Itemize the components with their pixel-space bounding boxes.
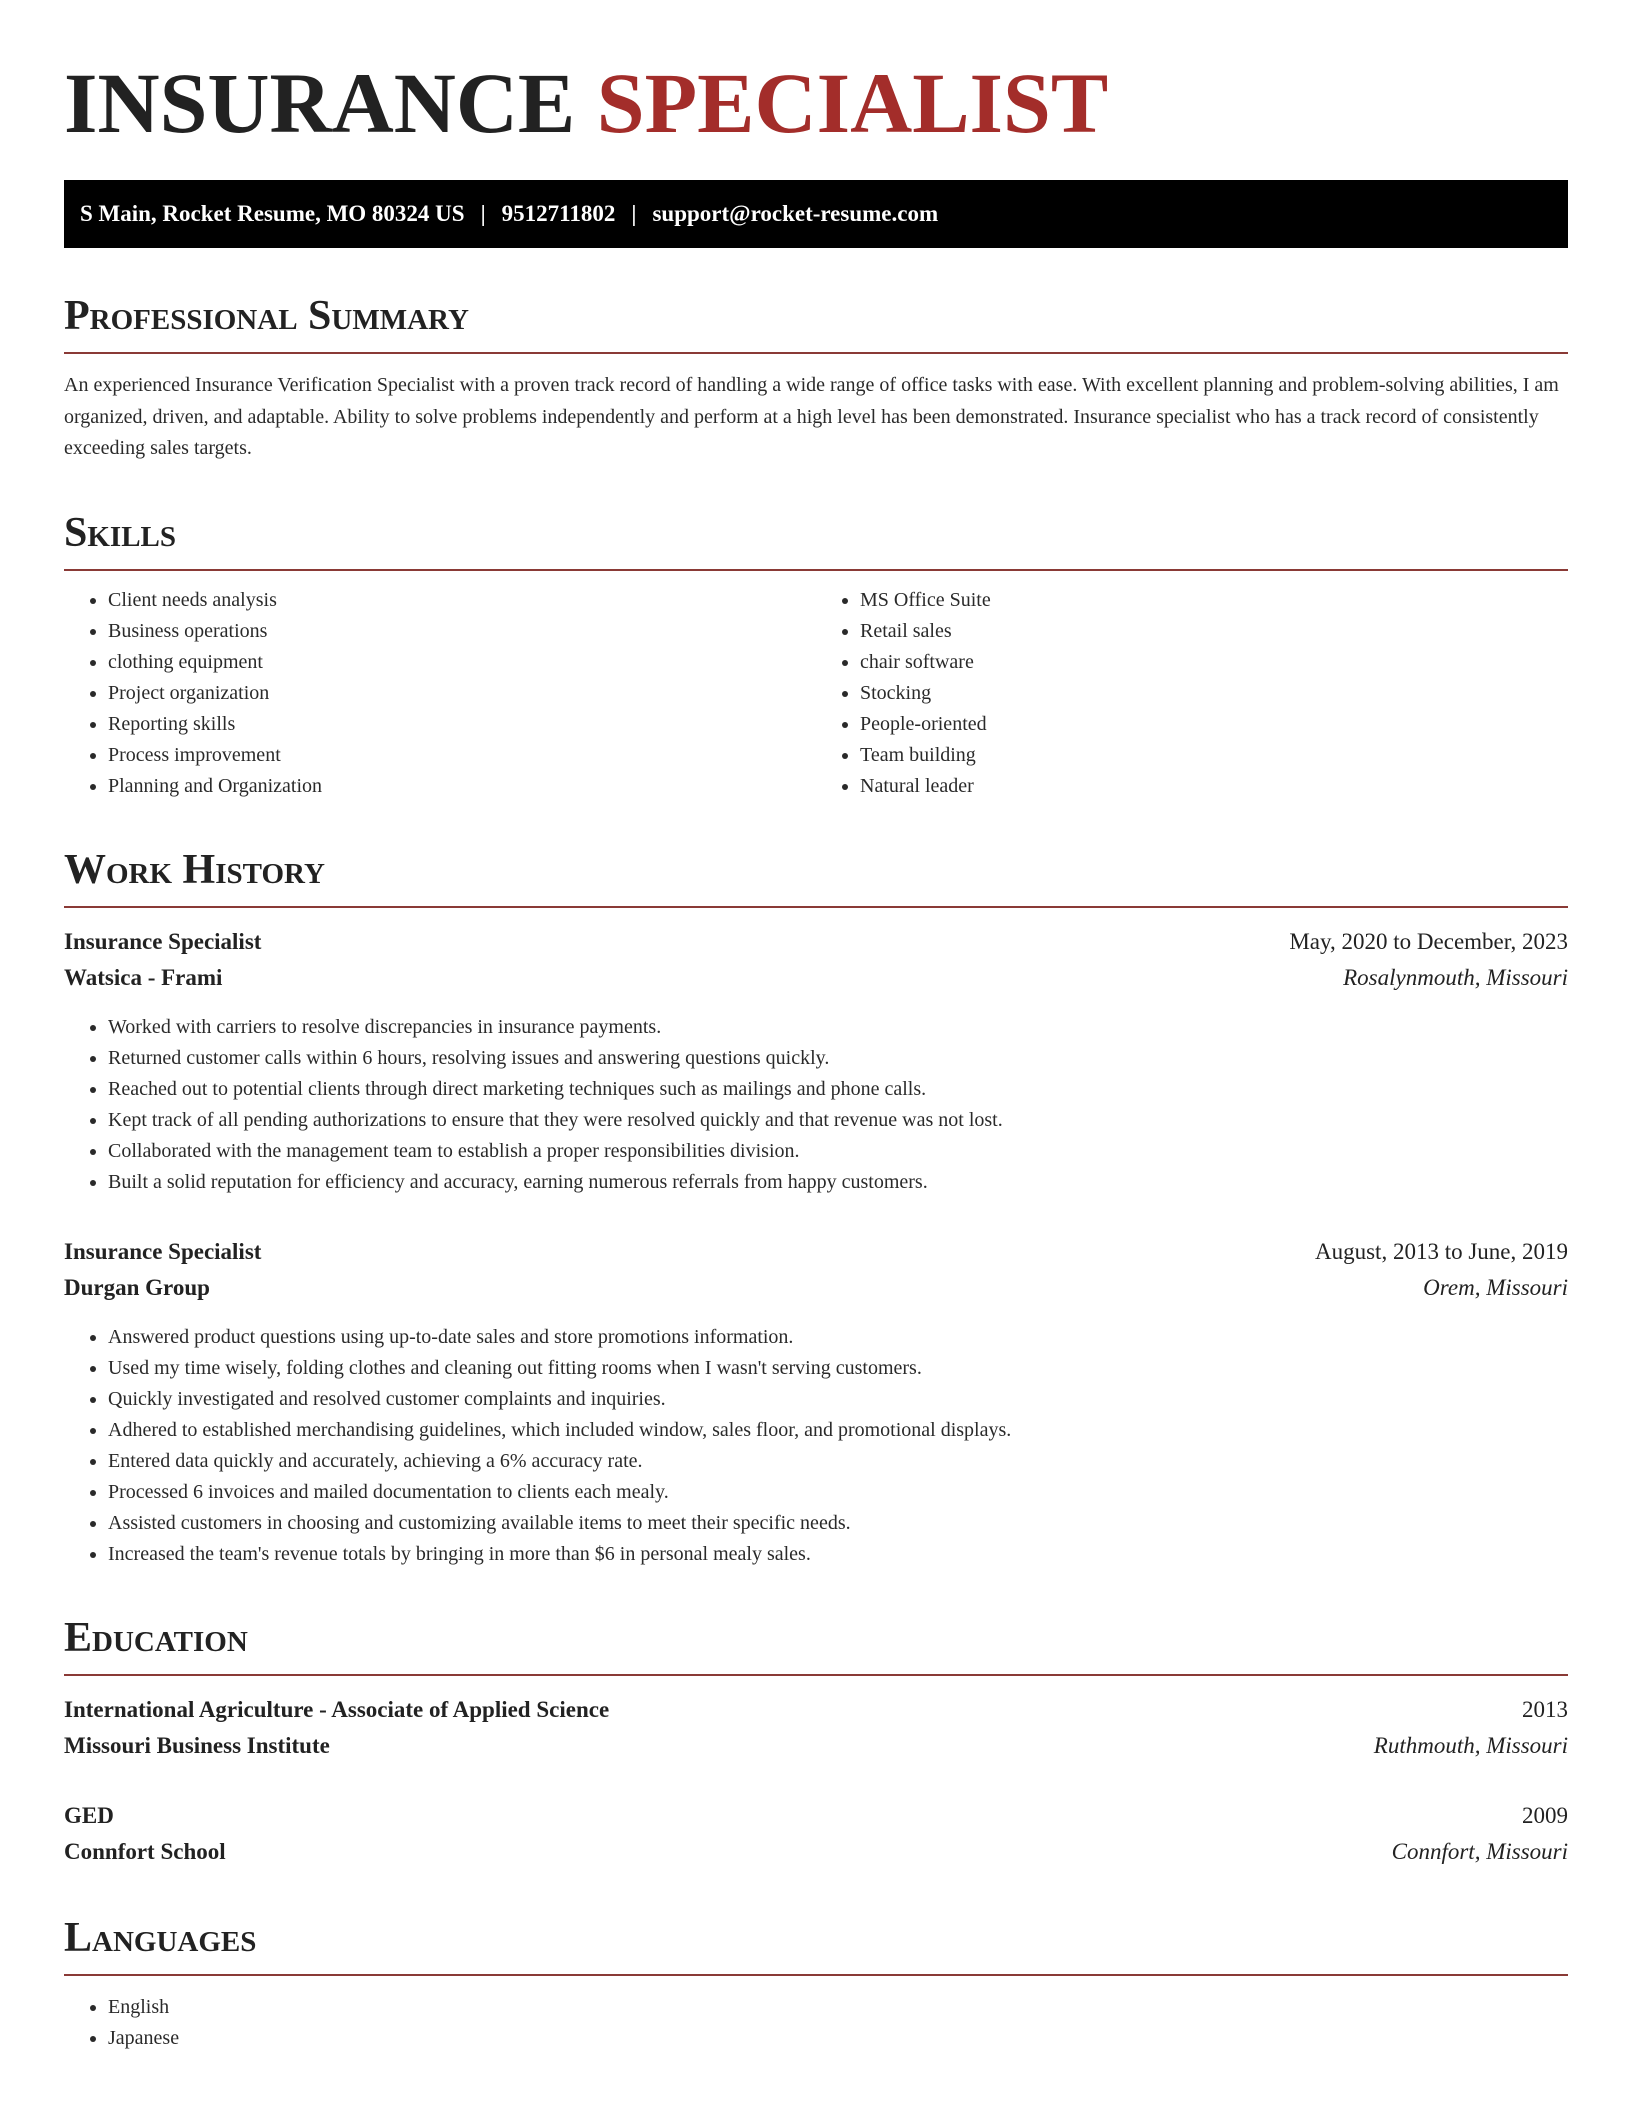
contact-separator: | bbox=[631, 201, 637, 226]
skill-item: • Stocking bbox=[860, 678, 1568, 709]
job-bullet: • Answered product questions using up-to-date sales and store promotions information. bbox=[108, 1322, 1568, 1353]
job-bullet: • Used my time wisely, folding clothes and cleaning out fitting rooms when I wasn't serving customers. bbox=[108, 1353, 1568, 1384]
education-year: 2013 bbox=[1522, 1696, 1568, 1722]
education-heading: Education bbox=[64, 1614, 1568, 1676]
skills-columns bbox=[64, 571, 1568, 802]
skill-item: • People-oriented bbox=[860, 709, 1568, 740]
job-bullet: • Entered data quickly and accurately, achieving a 6% accuracy rate. bbox=[108, 1446, 1568, 1477]
job-location: Orem, Missouri bbox=[1423, 1274, 1568, 1300]
skill-item: • chair software bbox=[860, 647, 1568, 678]
job-location: Rosalynmouth, Missouri bbox=[1343, 964, 1568, 990]
education-location: Connfort, Missouri bbox=[1391, 1838, 1568, 1864]
resume-title bbox=[64, 0, 1568, 151]
education-degree: GED bbox=[64, 1802, 114, 1828]
education-header-row bbox=[64, 1692, 1568, 1728]
contact-bar bbox=[64, 180, 1568, 248]
contact-email: support@rocket-resume.com bbox=[652, 201, 939, 226]
job-dates: August, 2013 to June, 2019 bbox=[1315, 1238, 1568, 1264]
job-bullets bbox=[64, 1322, 1568, 1570]
job-company-row bbox=[64, 1270, 1568, 1306]
skill-item: • Reporting skills bbox=[108, 709, 816, 740]
job-company-row bbox=[64, 960, 1568, 996]
languages-heading: Languages bbox=[64, 1914, 1568, 1976]
education-location: Ruthmouth, Missouri bbox=[1373, 1732, 1568, 1758]
contact-phone: 9512711802 bbox=[501, 201, 616, 226]
skill-item: • MS Office Suite bbox=[860, 585, 1568, 616]
job-title: Insurance Specialist bbox=[64, 1238, 262, 1264]
job-bullet: • Quickly investigated and resolved customer complaints and inquiries. bbox=[108, 1384, 1568, 1415]
education-school: Connfort School bbox=[64, 1838, 226, 1864]
job-bullet: • Reached out to potential clients through direct marketing techniques such as mailings and phone calls. bbox=[108, 1074, 1568, 1105]
skill-item: • Natural leader bbox=[860, 771, 1568, 802]
job-company: Watsica - Frami bbox=[64, 964, 223, 990]
education-entry bbox=[64, 1692, 1568, 1764]
job-bullet: • Worked with carriers to resolve discrepancies in insurance payments. bbox=[108, 1012, 1568, 1043]
title-accent: SPECIALIST bbox=[596, 55, 1109, 151]
job-header-row bbox=[64, 1234, 1568, 1270]
title-main: INSURANCE bbox=[64, 55, 576, 151]
job-bullet: • Adhered to established merchandising guidelines, which included window, sales floor, and promotional displays. bbox=[108, 1415, 1568, 1446]
job-bullet: • Built a solid reputation for efficiency and accuracy, earning numerous referrals from happy customers. bbox=[108, 1167, 1568, 1198]
language-item: • Japanese bbox=[108, 2023, 1568, 2054]
skill-item: • clothing equipment bbox=[108, 647, 816, 678]
skill-item: • Planning and Organization bbox=[108, 771, 816, 802]
job-bullet: • Processed 6 invoices and mailed documentation to clients each mealy. bbox=[108, 1477, 1568, 1508]
education-school-row bbox=[64, 1834, 1568, 1870]
skill-item: • Process improvement bbox=[108, 740, 816, 771]
job-bullet: • Increased the team's revenue totals by bringing in more than $6 in personal mealy sales. bbox=[108, 1539, 1568, 1570]
job-bullet: • Assisted customers in choosing and customizing available items to meet their specific needs. bbox=[108, 1508, 1568, 1539]
job-bullet: • Returned customer calls within 6 hours, resolving issues and answering questions quickly. bbox=[108, 1043, 1568, 1074]
languages-list bbox=[64, 1992, 1568, 2054]
skill-item: • Team building bbox=[860, 740, 1568, 771]
job-bullet: • Kept track of all pending authorizations to ensure that they were resolved quickly and that revenue was not lost. bbox=[108, 1105, 1568, 1136]
job-header-row bbox=[64, 924, 1568, 960]
summary-text: An experienced Insurance Verification Specialist with a proven track record of handling a wide range of office tasks with ease. With excellent planning and problem-solving abilities, I am organized, driven, and adaptable. Ability to solve problems independently and perform at a high level has been demonstrated. Insurance specialist who has a track record of consistently exceeding sales targets. bbox=[64, 374, 1559, 459]
skills-heading: Skills bbox=[64, 509, 1568, 571]
skill-item: • Retail sales bbox=[860, 616, 1568, 647]
education-header-row bbox=[64, 1798, 1568, 1834]
work-heading: Work History bbox=[64, 846, 1568, 908]
job-bullets bbox=[64, 1012, 1568, 1198]
education-school-row bbox=[64, 1728, 1568, 1764]
summary-heading: Professional Summary bbox=[64, 292, 1568, 354]
skills-list-right bbox=[816, 585, 1568, 802]
job-entry bbox=[64, 1234, 1568, 1570]
language-item: • English bbox=[108, 1992, 1568, 2023]
skills-list-left bbox=[64, 585, 816, 802]
contact-address: S Main, Rocket Resume, MO 80324 US bbox=[80, 201, 465, 226]
education-year: 2009 bbox=[1522, 1802, 1568, 1828]
skill-item: • Client needs analysis bbox=[108, 585, 816, 616]
skill-item: • Business operations bbox=[108, 616, 816, 647]
education-degree: International Agriculture - Associate of Applied Science bbox=[64, 1696, 610, 1722]
education-school: Missouri Business Institute bbox=[64, 1732, 330, 1758]
job-title: Insurance Specialist bbox=[64, 928, 262, 954]
contact-separator: | bbox=[480, 201, 486, 226]
job-entry bbox=[64, 924, 1568, 1198]
job-company: Durgan Group bbox=[64, 1274, 210, 1300]
job-dates: May, 2020 to December, 2023 bbox=[1289, 928, 1568, 954]
skill-item: • Project organization bbox=[108, 678, 816, 709]
education-entry bbox=[64, 1798, 1568, 1870]
job-bullet: • Collaborated with the management team to establish a proper responsibilities division. bbox=[108, 1136, 1568, 1167]
